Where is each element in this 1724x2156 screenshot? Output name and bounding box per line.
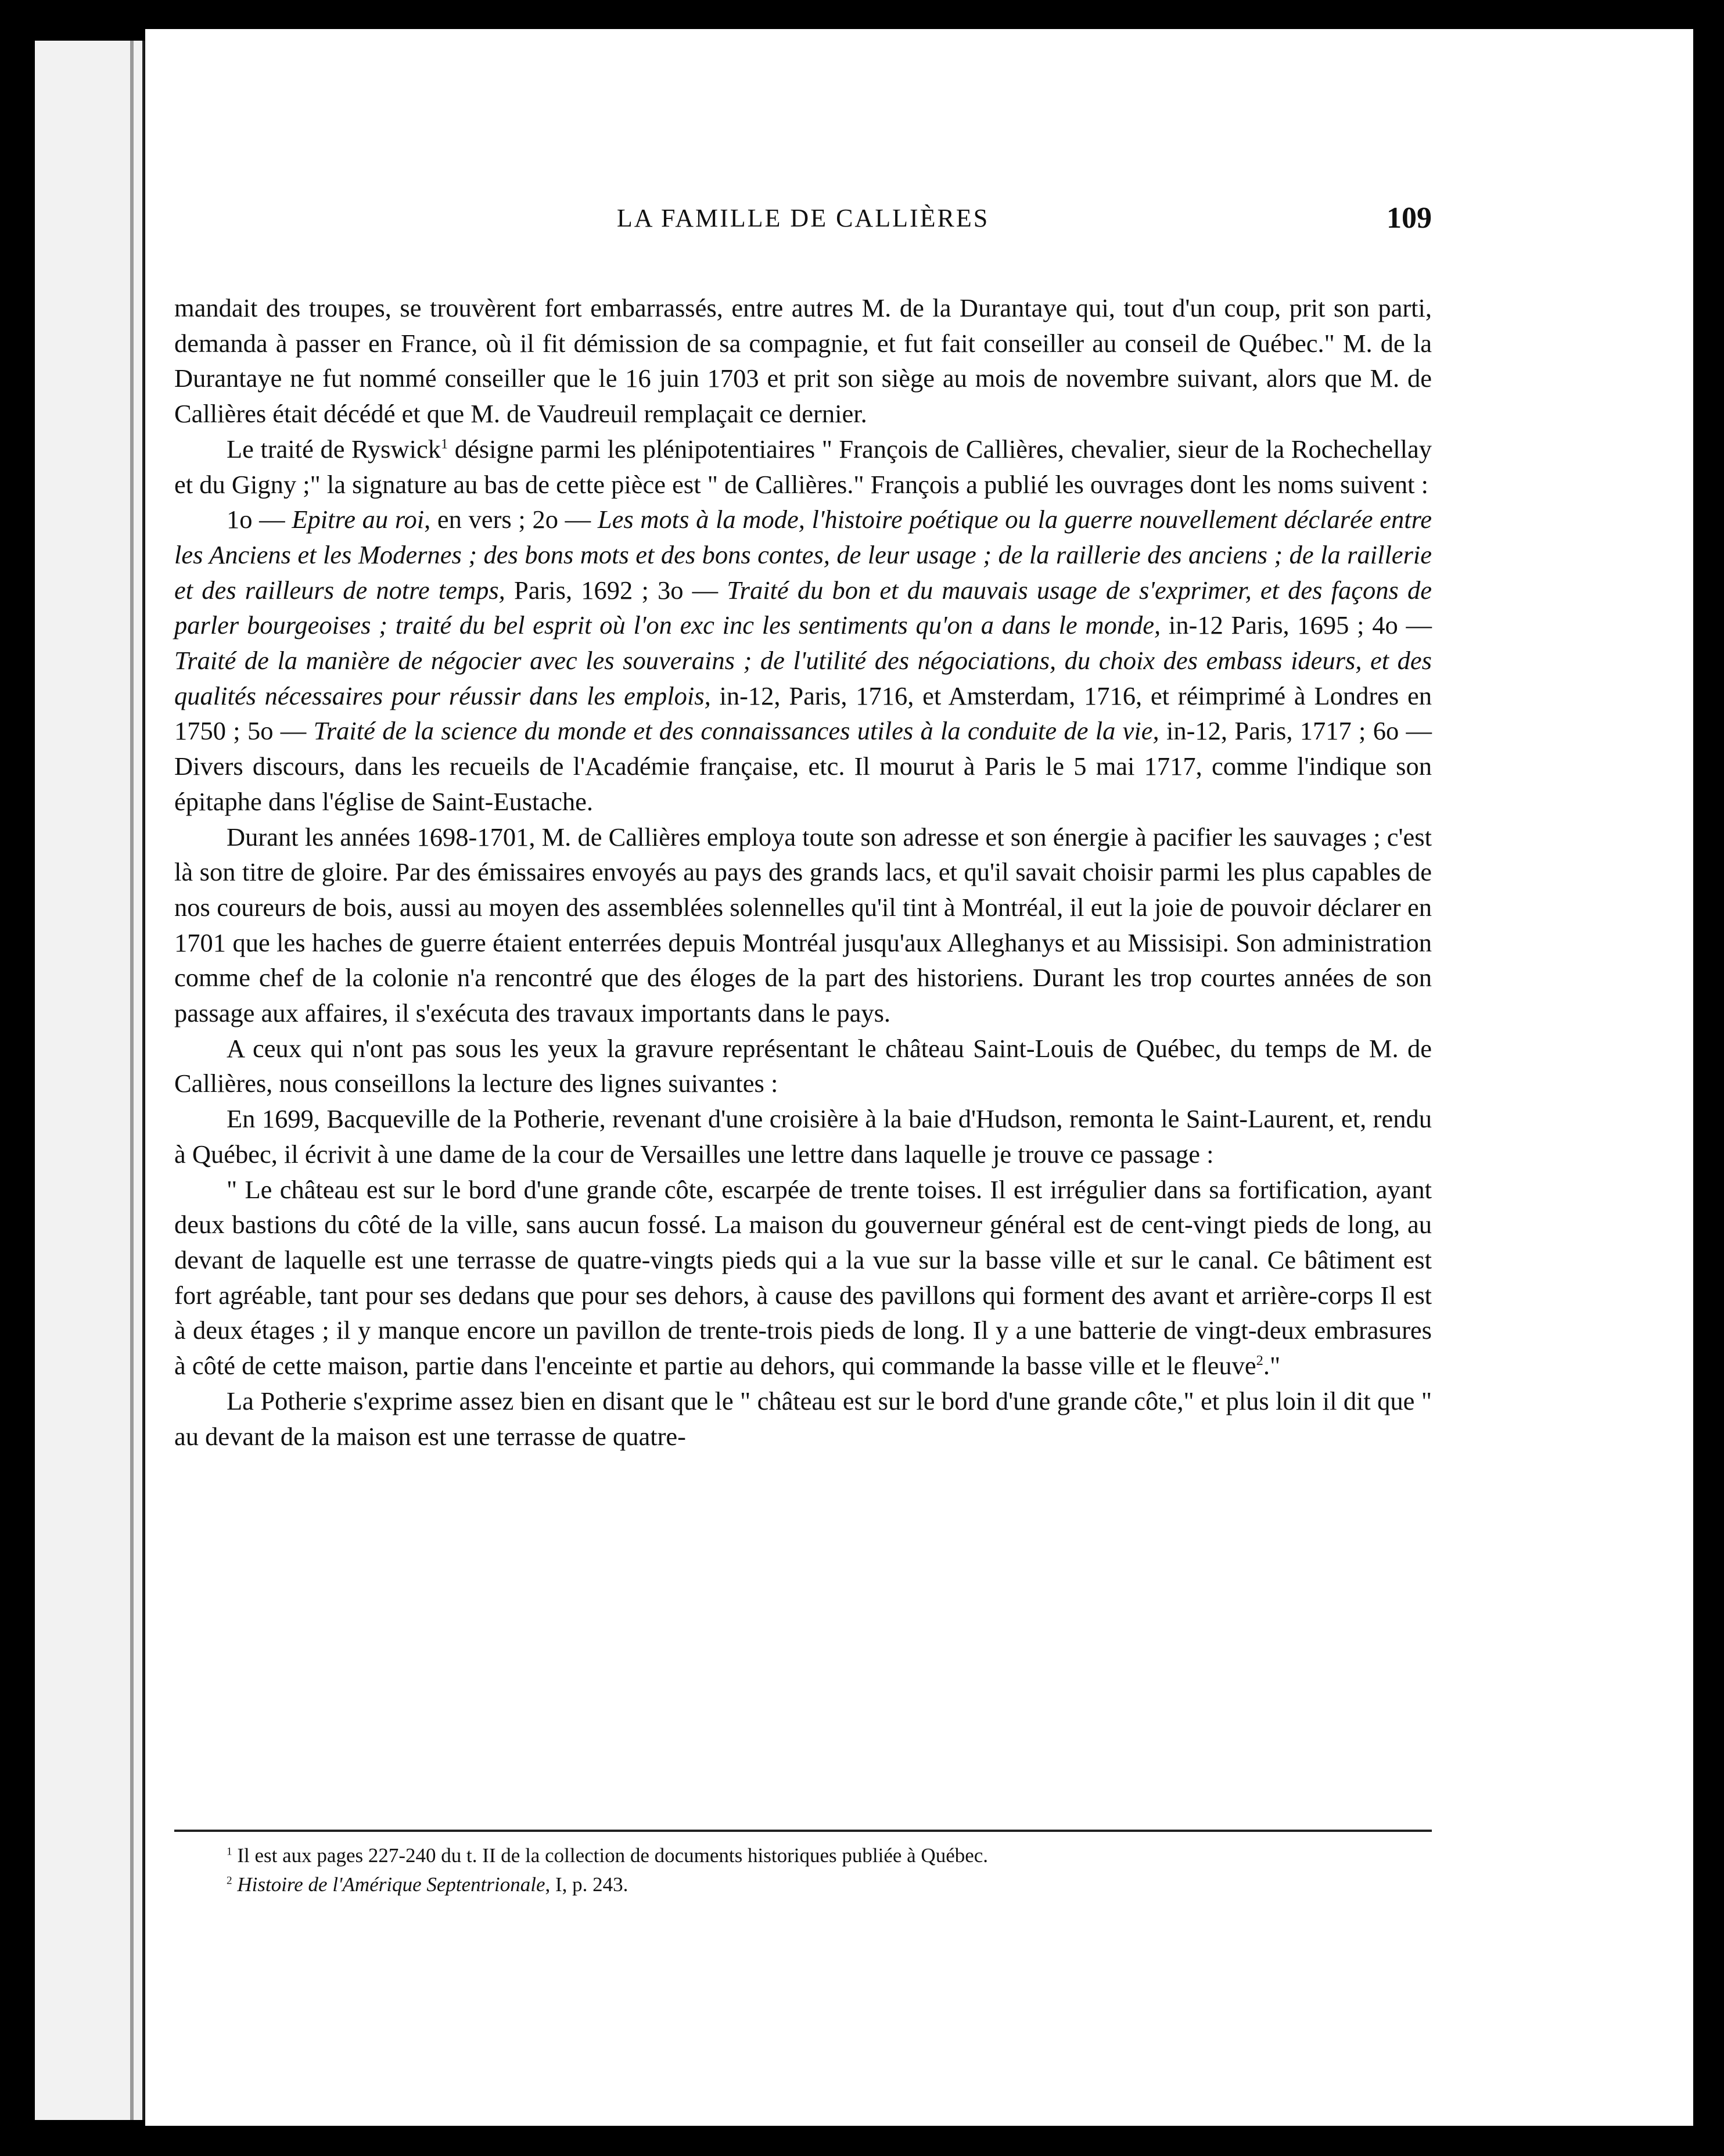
footnote-ref-1: 1 [440, 436, 448, 452]
work-4-title: Traité de la manière de négocier avec les souverains ; de l'utilité des négociations, du choix des embass ideurs, et des qualités nécessaires pour réussir dans les emplois, [174, 646, 1432, 710]
paragraph-2-text-a: Le traité de Ryswick [227, 434, 441, 463]
work-6-and-death: in-12, Paris, 1717 ; 6o — Divers discours, dans les recueils de l'Académie française, etc. Il mourut à Paris le 5 mai 1717, comme l'indique son épitaphe dans l'église de Saint-Eustache. [174, 716, 1432, 816]
paragraph-4-text: Durant les années 1698-1701, M. de Callières employa toute son adresse et son énergie à pacifier les sauvages ; c'est là son titre de gloire. Par des émissaires envoyés au pays des grands lacs, et qu'il savait choisir parmi les plus capables de nos coureurs de bois, aussi au moyen des assemblées solennelles qu'il tint à Montréal, il eut la joie de pouvoir déclarer en 1701 que les haches de guerre étaient enterrées depuis Montréal jusqu'aux Alleghanys et au Missisipi. Son administration comme chef de la colonie n'a rencontré que des éloges de la part des historiens. Durant les trop courtes années de son passage aux affaires, il s'exécuta des travaux importants dans le pays. [174, 822, 1432, 1028]
footnote-2 [174, 1870, 1432, 1899]
paragraph-6-text: En 1699, Bacqueville de la Potherie, revenant d'une croisière à la baie d'Hudson, remonta le Saint-Laurent, et, rendu à Québec, il écrivit à une dame de la cour de Versailles une lettre dans laquelle je trouve ce passage : [174, 1104, 1432, 1169]
work-2-title: Les mots à la mode, l'histoire poétique ou la guerre nouvellement déclarée entre les Anciens et les Modernes ; des bons mots et des bons contes, de leur usage ; de la raillerie des anciens ; de la raillerie et des railleurs de notre temps, [174, 505, 1432, 605]
footnote-2-title: Histoire de l'Amérique Septentrionale [232, 1873, 545, 1896]
running-head [174, 203, 1432, 238]
work-1-title: Epitre au roi [292, 505, 425, 534]
paragraph-8 [174, 1384, 1432, 1454]
footnote-ref-2: 2 [1256, 1353, 1263, 1369]
paragraph-8-text: La Potherie s'exprime assez bien en disant que le " château est sur le bord d'une grande côte," et plus loin il dit que " au devant de la maison est une terrasse de quatre- [174, 1386, 1432, 1451]
paragraph-1 [174, 290, 1432, 432]
paragraph-2 [174, 432, 1432, 502]
footnote-1-mark: 1 [227, 1845, 232, 1858]
work-2-number: , en vers ; 2o — [424, 505, 598, 534]
paragraph-3-works-list [174, 502, 1432, 819]
work-5-title: Traité de la science du monde et des connaissances utiles à la conduite de la vie, [313, 716, 1159, 746]
paragraph-2-text-b: désigne parmi les plénipotentiaires " François de Callières, chevalier, sieur de la Rochechellay et du Gigny ;" la signature au bas de cette pièce est " de Callières." François a publié les ouvrages dont les noms suivent : [174, 434, 1432, 499]
work-4-number: in-12 Paris, 1695 ; 4o — [1161, 610, 1432, 640]
footnote-1-text: Il est aux pages 227-240 du t. II de la collection de documents historiques publiée à Québec. [232, 1844, 989, 1867]
paragraph-6 [174, 1101, 1432, 1172]
binding-shadow [130, 41, 134, 2120]
work-3-number: Paris, 1692 ; 3o — [505, 575, 727, 605]
paragraph-7-quotation [174, 1172, 1432, 1384]
page-number: 109 [1387, 202, 1432, 235]
paragraph-1-text: mandait des troupes, se trouvèrent fort embarrassés, entre autres M. de la Durantaye qui, tout d'un coup, prit son parti, demanda à passer en France, où il fit démission de sa compagnie, et fut fait conseiller au conseil de Québec." M. de la Durantaye ne fut nommé conseiller que le 16 juin 1703 et prit son siège au mois de novembre suivant, alors que M. de Callières était décédé et que M. de Vaudreuil remplaçait ce dernier. [174, 293, 1432, 429]
footnote-2-text: , I, p. 243. [545, 1873, 628, 1896]
quotation-text: " Le château est sur le bord d'une grande côte, escarpée de trente toises. Il est irrégulier dans sa fortification, ayant deux bastions du côté de la ville, sans aucun fossé. La maison du gouverneur général est de cent-vingt pieds de long, au devant de laquelle est une terrasse de quatre-vingts pieds qui a la vue sur la basse ville et sur le canal. Ce bâtiment est fort agréable, tant pour ses dedans que pour ses dehors, à cause des pavillons qui forment des avant et arrière-corps Il est à deux étages ; il y manque encore un pavillon de trente-trois pieds de long. Il y a une batterie de vingt-deux embrasures à côté de cette maison, partie dans l'enceinte et partie au dehors, qui commande la basse ville et le fleuve [174, 1174, 1432, 1381]
paragraph-5 [174, 1031, 1432, 1101]
quotation-close: ." [1263, 1351, 1281, 1381]
paragraph-5-text: A ceux qui n'ont pas sous les yeux la gravure représentant le château Saint-Louis de Québec, du temps de M. de Callières, nous conseillons la lecture des lignes suivantes : [174, 1033, 1432, 1098]
paragraph-4 [174, 820, 1432, 1031]
running-title: LA FAMILLE DE CALLIÈRES [616, 204, 990, 232]
work-5-number: in-12, Paris, 1716, et Amsterdam, 1716, et réimprimé à Londres en 1750 ; 5o — [174, 681, 1432, 746]
footnotes [174, 1841, 1432, 1899]
work-1-number: 1o — [227, 505, 292, 534]
footnote-rule [174, 1830, 1432, 1832]
body-text [174, 290, 1432, 1454]
work-3-title: Traité du bon et du mauvais usage de s'exprimer, et des façons de parler bourgeoises ; traité du bel esprit où l'on exc inc les sentiments qu'on a dans le monde, [174, 575, 1432, 640]
footnote-1 [174, 1841, 1432, 1870]
facing-page-edge [35, 41, 145, 2120]
footnote-2-mark: 2 [227, 1874, 232, 1887]
